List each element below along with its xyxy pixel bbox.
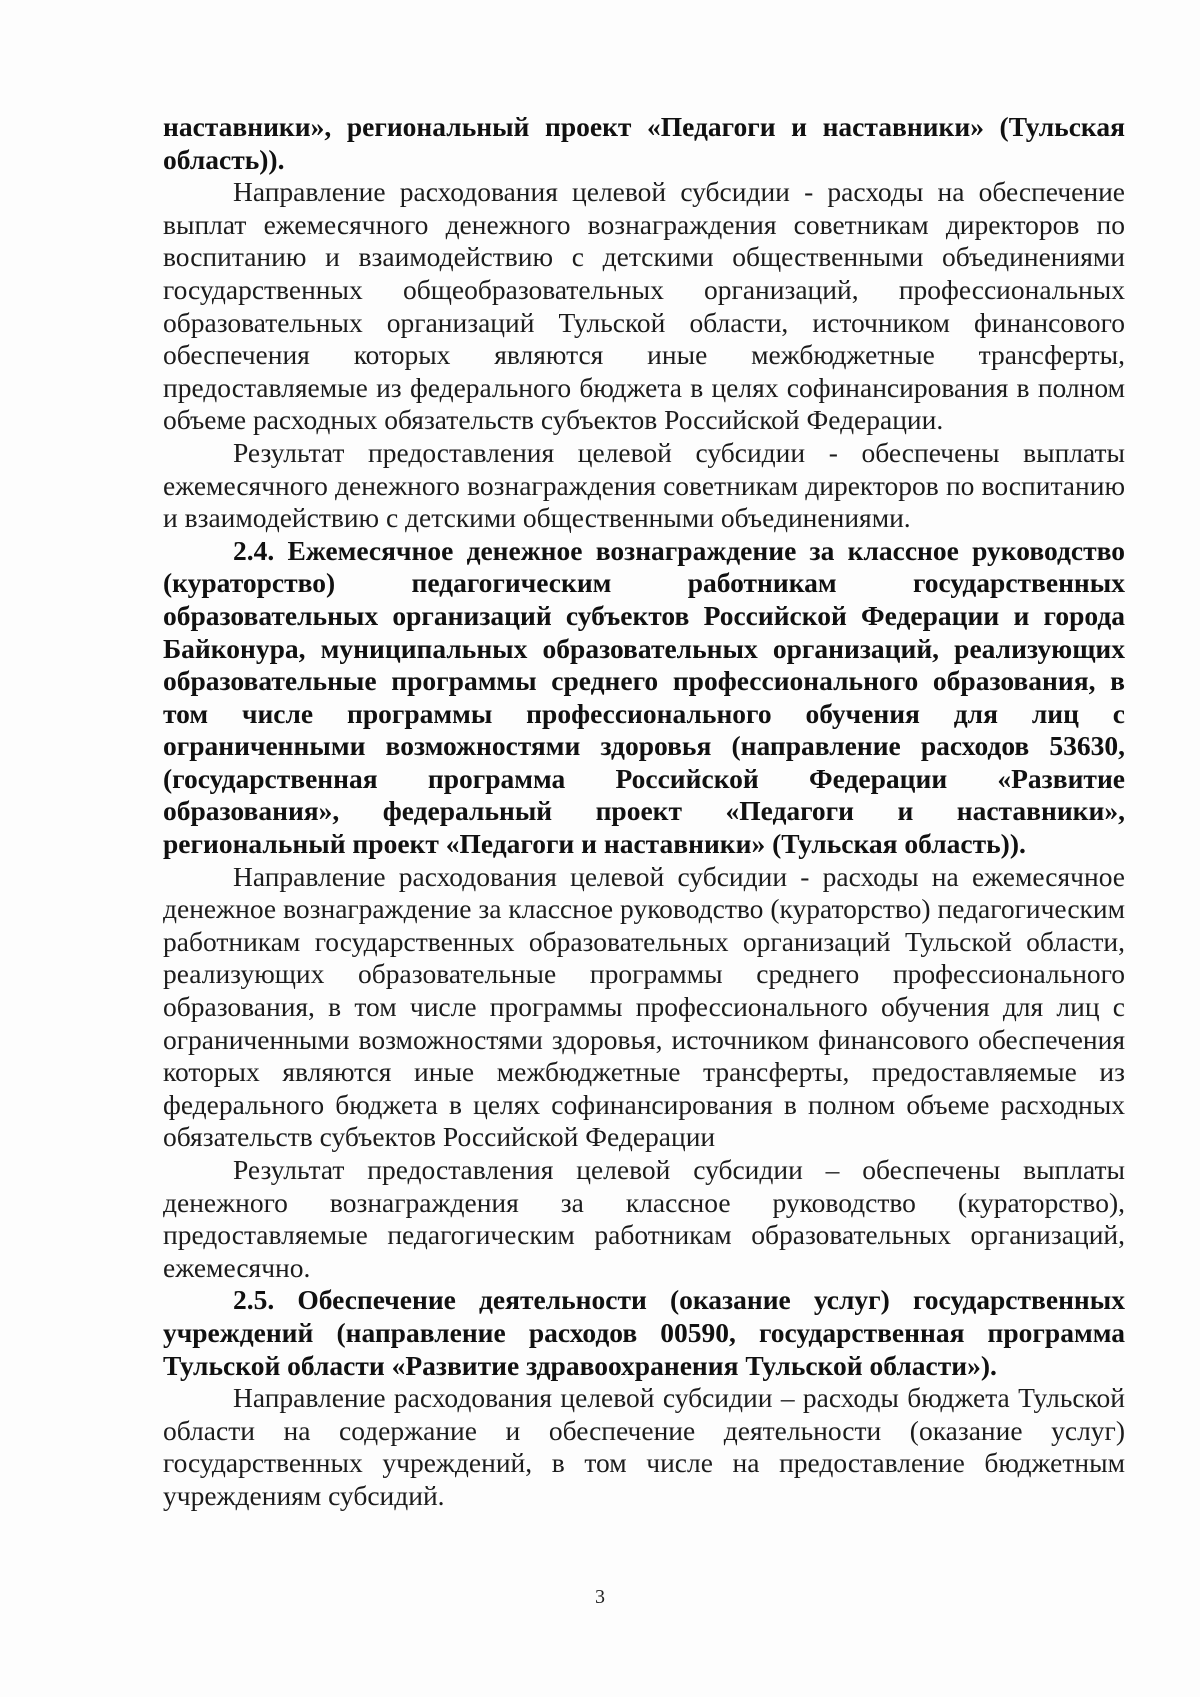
section-heading-2-5: 2.5. Обеспечение деятельности (оказание услуг) государственных учреждений (направление расходов 00590, государственная программа Тульской области «Развитие здравоохранения Тульской области»). (163, 1284, 1125, 1381)
paragraph-continuation-heading: наставники», региональный проект «Педагоги и наставники» (Тульская область)). (163, 111, 1125, 175)
paragraph-subsidy-result-advisors: Результат предоставления целевой субсидии - обеспечены выплаты ежемесячного денежного вознаграждения советникам директоров по воспитанию и взаимодействию с детскими общественными объединениями. (163, 436, 1125, 534)
paragraph-subsidy-direction-curators: Направление расходования целевой субсидии - расходы на ежемесячное денежное вознаграждение за классное руководство (кураторство) педагогическим работникам государственных образовательных организаций Тульской области, реализующих образовательные программы среднего профессионального образования, в том числе программы профессионального обучения для лиц с ограниченными возможностями здоровья, источником финансового обеспечения которых являются иные межбюджетные трансферты, предоставляемые из федерального бюджета в целях софинансирования в полном объеме расходных обязательств субъектов Российской Федерации (163, 860, 1125, 1153)
paragraph-subsidy-direction-advisors: Направление расходования целевой субсидии - расходы на обеспечение выплат ежемесячного денежного вознаграждения советникам директоров по воспитанию и взаимодействию с детскими общественными объединениями государственных общеобразовательных организаций, профессиональных образовательных организаций Тульской области, источником финансового обеспечения которых являются иные межбюджетные трансферты, предоставляемые из федерального бюджета в целях софинансирования в полном объеме расходных обязательств субъектов Российской Федерации. (163, 176, 1125, 436)
document-body (163, 111, 1125, 1513)
paragraph-subsidy-direction-institutions: Направление расходования целевой субсидии – расходы бюджета Тульской области на содержание и обеспечение деятельности (оказание услуг) государственных учреждений, в том числе на предоставление бюджетным учреждениям субсидий. (163, 1382, 1125, 1511)
section-heading-2-4: 2.4. Ежемесячное денежное вознаграждение за классное руководство (кураторство) педагогическим работникам государственных образовательных организаций субъектов Российской Федерации и города Байконура, муниципальных образовательных организаций, реализующих образовательные программы среднего профессионального образования, в том числе программы профессионального обучения для лиц с ограниченными возможностями здоровья (направление расходов 53630, (государственная программа Российской Федерации «Развитие образования», федеральный проект «Педагоги и наставники», региональный проект «Педагоги и наставники» (Тульская область)). (163, 534, 1125, 860)
paragraph-subsidy-result-curators: Результат предоставления целевой субсидии – обеспечены выплаты денежного вознаграждения за классное руководство (кураторство), предоставляемые педагогическим работникам образовательных организаций, ежемесячно. (163, 1154, 1125, 1283)
page-number: 3 (595, 1586, 605, 1608)
